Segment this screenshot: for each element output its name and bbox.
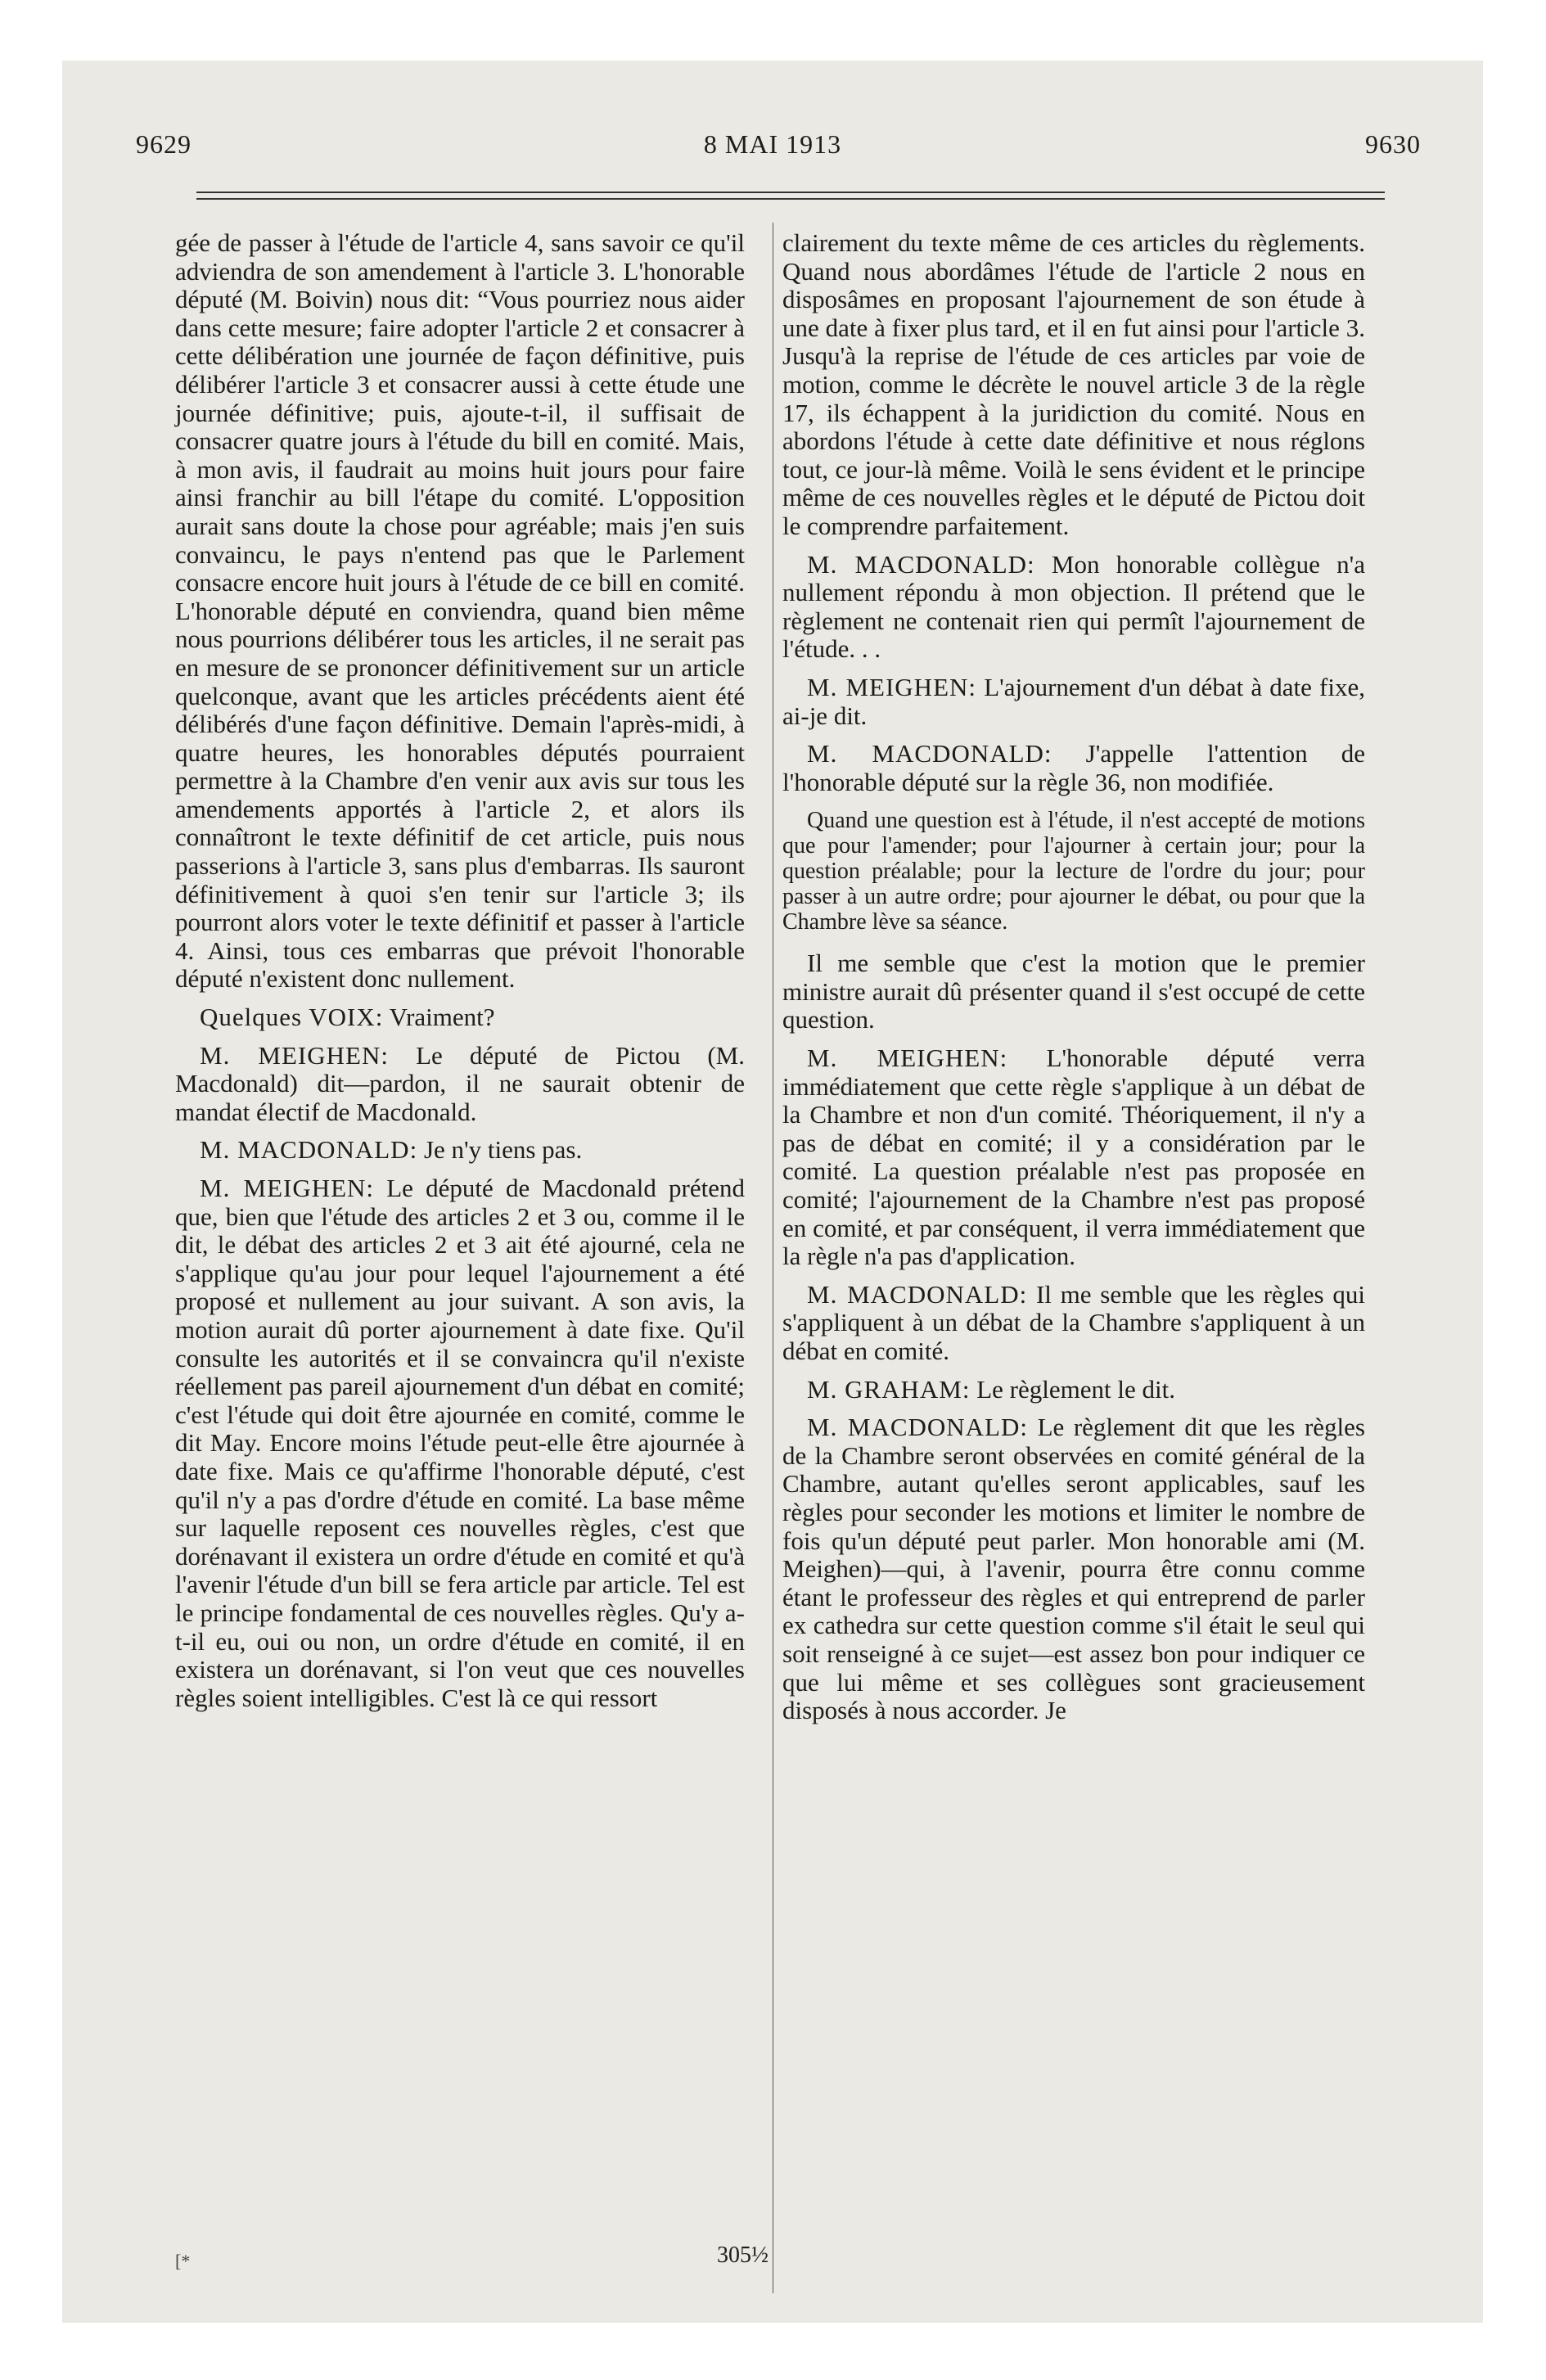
speaker-name: M. MACDONALD: <box>200 1135 418 1165</box>
quoted-rule: Quand une question est à l'étude, il n'est accepté de motions que pour l'amender; pour l'ajourner à certain jour; pour la question préalable; pour la lecture de l'ordre du jour; pour passer à un autre ordre; pour ajourner le débat, ou pour que la Chambre lève sa séance. <box>782 808 1365 935</box>
speech-text: L'honorable député verra immédiatement que cette règle s'applique à un débat de la Chambre et non d'un comité. Théoriquement, il n'y a pas de débat en comité; il y a considération par le comité. La question préalable n'est pas proposée en comité; l'ajournement de la Chambre n'est pas proposé en comité, et par conséquent, il verra immédiatement que la règle n'a pas d'application. <box>782 1044 1365 1271</box>
paragraph-continuation: clairement du texte même de ces articles du règlements. Quand nous abordâmes l'étude de l'article 2 nous en disposâmes en proposant l'ajournement de son étude à une date à fixer plus tard, et il en fut ainsi pour l'article 3. Jusqu'à la reprise de l'étude de ces articles par voie de motion, comme le décrète le nouvel article 3 de la règle 17, ils échappent à la juridiction du comité. Nous en abordons l'étude à cette date définitive et nous réglons tout, ce jour-là même. Voilà le sens évident et le principe même de ces nouvelles règles et le député de Pictou doit le comprendre parfaitement. <box>782 228 1365 540</box>
speaker-name: Quelques VOIX: <box>200 1003 384 1032</box>
speech-paragraph <box>782 674 1365 730</box>
footer-mark: [* <box>175 2251 191 2271</box>
speech-paragraph <box>782 1044 1365 1271</box>
speaker-name: M. MEIGHEN: <box>807 1044 1008 1073</box>
left-column <box>175 229 745 1722</box>
speech-paragraph <box>782 740 1365 796</box>
page-header <box>62 129 1483 178</box>
speaker-name: M. MACDONALD: <box>807 1279 1028 1309</box>
speech-paragraph <box>782 1413 1365 1725</box>
speech-text: J'appelle l'attention de l'honorable député sur la règle 36, non modifiée. <box>782 739 1365 796</box>
speech-text: Vraiment? <box>389 1003 495 1032</box>
speech-paragraph <box>175 1003 745 1032</box>
page-number-right: 9630 <box>1365 129 1421 159</box>
footer-folio: 305½ <box>717 2243 768 2268</box>
speech-text: Le règlement le dit. <box>976 1374 1175 1404</box>
speech-text: Je n'y tiens pas. <box>423 1135 583 1165</box>
page-date: 8 MAI 1913 <box>703 129 842 159</box>
speaker-name: M. MACDONALD: <box>807 739 1052 769</box>
speaker-name: M. MACDONALD: <box>807 549 1035 579</box>
speech-paragraph <box>175 1136 745 1165</box>
speaker-name: M. MACDONALD: <box>807 1413 1028 1442</box>
speech-paragraph <box>175 1042 745 1127</box>
header-rule-top <box>196 192 1385 193</box>
speech-paragraph <box>782 1376 1365 1404</box>
speaker-name: M. MEIGHEN: <box>200 1174 375 1202</box>
speaker-name: M. GRAHAM: <box>807 1374 971 1404</box>
speech-paragraph <box>782 551 1365 664</box>
speaker-name: M. MEIGHEN: <box>807 672 977 701</box>
speech-text: Le député de Macdonald prétend que, bien que l'étude des articles 2 et 3 ou, comme il le dit, le débat des articles 2 et 3 ait été ajourné, cela ne s'applique qu'au jour pour lequel l'ajournement a été proposé et nullement au jour suivant. A son avis, la motion aurait dû porter ajournement à date fixe. Qu'il consulte les autorités et il se convaincra qu'il n'existe réellement pas pareil ajournement d'un débat en comité; c'est l'étude qui doit être ajournée en comité, comme le dit May. Encore moins l'étude peut-elle être ajournée à date fixe. Mais ce qu'affirme l'honorable député, c'est qu'il n'y a pas d'ordre d'étude en comité. La base même sur laquelle reposent ces nouvelles règles, c'est que dorénavant il existera un ordre d'étude en comité et qu'à l'avenir l'étude d'un bill se fera article par article. Tel est le principe fondamental de ces nouvelles règles. Qu'y a-t-il eu, oui ou non, un ordre d'étude en comité, il en existera un dorénavant, si l'on veut que ces nouvelles règles soient intelligibles. C'est là ce qui ressort <box>175 1174 746 1712</box>
page-sheet <box>62 61 1483 2323</box>
header-rule-bottom <box>196 198 1385 200</box>
speaker-name: M. MEIGHEN: <box>200 1040 389 1070</box>
speech-paragraph <box>175 1174 745 1712</box>
speech-text: Le règlement dit que les règles de la Chambre seront observées en comité général de la Chambre, autant qu'elles seront applicables, sauf les règles pour seconder les motions et limiter le nombre de fois qu'un député peut parler. Mon honorable ami (M. Meighen)—qui, à l'avenir, pourra être connu comme étant le professeur des règles et qui entreprend de parler ex cathedra sur cette question comme s'il était le seul qui soit renseigné à ce sujet—est assez bon pour indiquer ce que lui même et ses collègues sont gracieusement disposés à nous accorder. Je <box>782 1413 1365 1725</box>
speech-text: Mon honorable collègue n'a nullement répondu à mon objection. Il prétend que le règlement ne contenait rien qui permît l'ajournement de l'étude. . . <box>782 549 1366 664</box>
right-column <box>782 229 1365 1735</box>
speech-paragraph <box>782 1281 1365 1366</box>
paragraph-continuation: gée de passer à l'étude de l'article 4, sans savoir ce qu'il adviendra de son amendement à l'article 3. L'honorable député (M. Boivin) nous dit: “Vous pourriez nous aider dans cette mesure; faire adopter l'article 2 et consacrer à cette délibération une journée de façon définitive, puis délibérer l'article 3 et consacrer aussi à cette étude une journée définitive; puis, ajoute-t-il, il suffisait de consacrer quatre jours à l'étude du bill en comité. Mais, à mon avis, il faudrait au moins huit jours pour faire ainsi franchir au bill l'étape du comité. L'opposition aurait sans doute la chose pour agréable; mais j'en suis convaincu, le pays n'entend pas que le Parlement consacre encore huit jours à l'étude de ce bill en comité. L'honorable député en conviendra, quand bien même nous pourrions délibérer tous les articles, il ne serait pas en mesure de se prononcer définitivement sur un article quelconque, avant que les articles précédents aient été délibérés d'une façon définitive. Demain l'après-midi, à quatre heures, les honorables députés pourraient permettre à la Chambre d'en venir aux avis sur tous les amendements apportés à l'article 2, et alors ils connaîtront le texte définitif de cet article, puis nous passerions à l'article 3, sans plus d'embarras. Ils sauront définitivement à quoi s'en tenir sur l'article 3; ils pourront alors voter le texte définitif et passer à l'article 4. Ainsi, tous ces embarras que prévoit l'honorable député n'existent donc nullement. <box>175 228 745 994</box>
speech-text: Il me semble que les règles qui s'appliquent à un débat de la Chambre s'appliquent à un débat en comité. <box>782 1279 1365 1365</box>
page-number-left: 9629 <box>136 129 192 159</box>
speech-text: Le député de Pictou (M. Macdonald) dit—pardon, il ne saurait obtenir de mandat électif de Macdonald. <box>175 1040 746 1126</box>
paragraph: Il me semble que c'est la motion que le premier ministre aurait dû présenter quand il s'est occupé de cette question. <box>782 949 1365 1034</box>
speech-text: L'ajournement d'un débat à date fixe, ai-je dit. <box>782 672 1366 730</box>
